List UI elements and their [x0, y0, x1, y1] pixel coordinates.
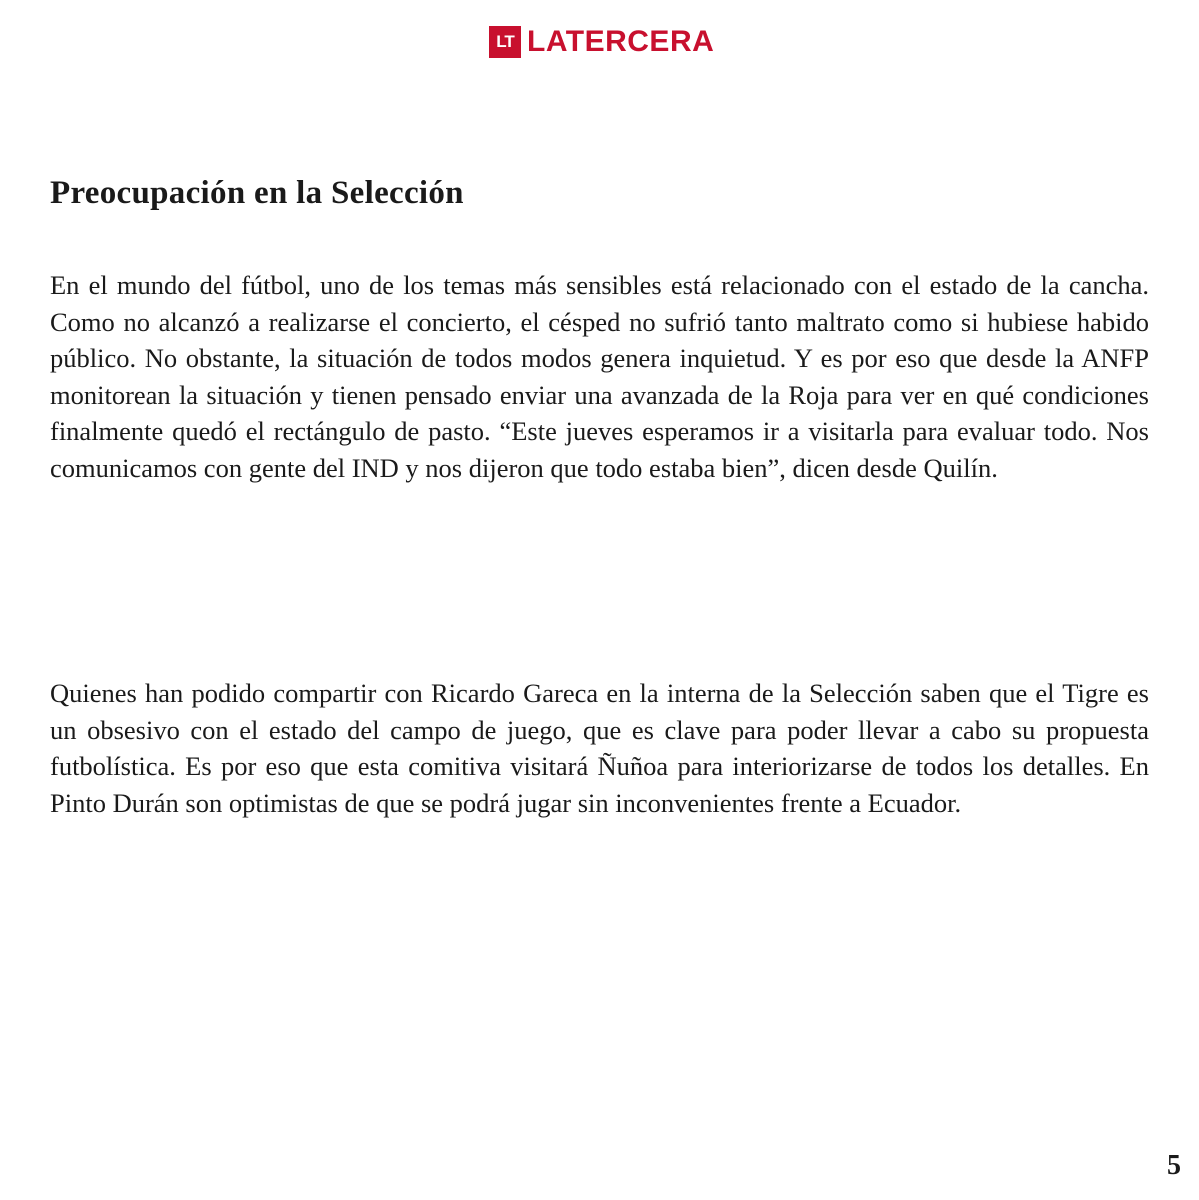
article-heading: Preocupación en la Selección — [50, 175, 464, 211]
logo-wordmark: LATERCERA — [527, 25, 715, 58]
article-paragraph-2: Quienes han podido compartir con Ricardo Gareca en la interna de la Selección saben que el Tigre es un obsesivo con el estado del campo de juego, que es clave para poder llevar a cabo su propuesta futbolística. Es por eso que esta comitiva visitará Ñuñoa para interiorizarse de todos los detalles. En Pinto Durán son optimistas de que se podrá jugar sin inconvenientes frente a Ecuador. — [50, 678, 1149, 818]
logo-badge: LT — [489, 26, 521, 58]
article-paragraph-1: En el mundo del fútbol, uno de los temas más sensibles está relacionado con el estado de la cancha. Como no alcanzó a realizarse el concierto, el césped no sufrió tanto maltrato como si hubiese habido público. No obstante, la situación de todos modos genera inquietud. Y es por eso que desde la ANFP monitorean la situación y tienen pensado enviar una avanzada de la Roja para ver en qué condiciones finalmente quedó el rectángulo de pasto. “Este jueves esperamos ir a visitarla para evaluar todo. Nos comunicamos con gente del IND y nos dijeron que todo estaba bien”, dicen desde Quilín. — [50, 270, 1149, 483]
latercera-logo — [489, 24, 714, 60]
page-number: 5 — [1167, 1150, 1181, 1181]
